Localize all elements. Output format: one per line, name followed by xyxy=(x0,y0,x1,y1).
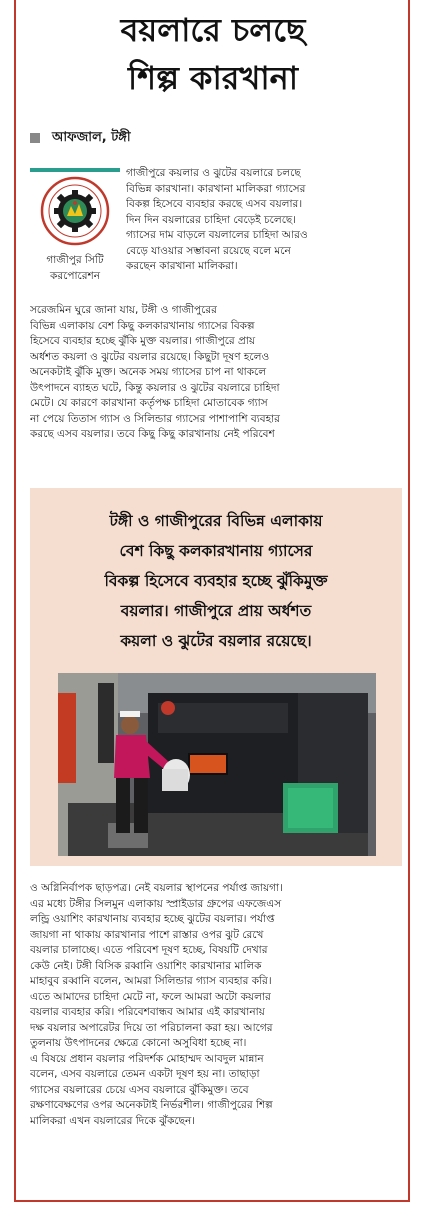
text-line: বিভিন্ন কারখানা। কারখানা মালিকরা গ্যাসের xyxy=(126,182,306,195)
text-line: উৎপাদনে ব্যাহত ঘটে, কিন্তু কয়লার ও ঝুটের বয়লারে চাহিদা xyxy=(30,381,280,394)
text-line: করছেন কারখানা মালিকরা। xyxy=(126,260,238,272)
text-line: দিন দিন বয়লারের চাহিদা বেড়েই চলেছে। xyxy=(126,213,297,226)
text-line: মেটে। যে কারণে কারখানা কর্তৃপক্ষ চাহিদা মোতাবেক গ্যাস xyxy=(30,397,268,409)
text-line: এতে আমাদের চাহিদা মেটে না, ফলে আমরা অটো কয়লার xyxy=(30,990,271,1003)
text-line: তুলনায় উৎপাদনের ক্ষেত্রে কোনো অসুবিধা হচ্ছে না। xyxy=(30,1037,247,1049)
boiler-worker-image xyxy=(58,673,376,856)
gazipur-city-corporation-emblem-icon xyxy=(37,176,113,246)
text-line: মাহাবুব রব্বানি বলেন, আমরা সিলিন্ডার গ্যাস ব্যবহার করি। xyxy=(30,975,272,987)
logo-caption xyxy=(30,252,120,284)
text-line: অনেকটাই ঝুঁকি মুক্ত। অনেক সময় গ্যাসের চাপ না থাকলে xyxy=(30,366,267,378)
text-line: দক্ষ বয়লার অপারেটর দিয়ে তা পরিচালনা করা হয়। আগের xyxy=(30,1021,273,1034)
text-line: কেউ নেই। টঙ্গী বিসিক রব্বানি ওয়াশিং কারখানার মালিক xyxy=(30,959,262,972)
logo-caption-line-1: গাজীপুর সিটি xyxy=(46,254,104,266)
text-line: রক্ষণাবেক্ষণের ওপর অনেকটাই নির্ভরশীল। গাজীপুরের শিল্প xyxy=(30,1099,273,1111)
text-line: ও অগ্নিনির্বাপক ছাড়পত্র। নেই বয়লার স্থাপনের পর্যাপ্ত জায়গা। xyxy=(30,882,283,894)
text-line: বয়লার ব্যবহার করি। পরিবেশবান্ধব আমার এই কারখানায় xyxy=(30,1006,265,1018)
text-line: অর্ধশত কয়লা ও ঝুটের বয়লার রয়েছে। কিছুটা দূষণ হলেও xyxy=(30,350,270,363)
headline-line-2: শিল্প কারখানা xyxy=(127,59,299,97)
text-line: এর মধ্যে টঙ্গীর সিলমুন এলাকায় স্প্রাইডার গ্রুপের এফজেএস xyxy=(30,897,282,910)
pull-quote-text xyxy=(30,506,402,656)
bullet-square-icon xyxy=(30,133,40,143)
text-line: বয়লার চালাচ্ছে। এতে পরিবেশ দূষণ হচ্ছে, বিষয়টি দেখার xyxy=(30,944,268,956)
headline-line-1: বয়লারে চলছে xyxy=(120,11,306,49)
paragraph-continued xyxy=(30,881,406,1129)
logo-caption-line-2: করপোরেশন xyxy=(50,270,100,282)
byline-author: আফজাল, টঙ্গী xyxy=(52,130,131,145)
bottom-border-rule xyxy=(14,1200,410,1202)
text-line: জায়গা না থাকায় কারখানার পাশে রাস্তার ওপর ঝুট রেখে xyxy=(30,928,264,941)
city-corporation-logo xyxy=(30,168,120,286)
pull-quote-line: বয়লার। গাজীপুরে প্রায় অর্ধশত xyxy=(120,602,312,620)
text-line: করছে এসব বয়লার। তবে কিছু কিছু কারখানায় নেই পরিবেশ xyxy=(30,428,275,440)
text-line: বেড়ে যাওয়ার সম্ভাবনা রয়েছে বলে মনে xyxy=(126,244,291,257)
pull-quote-line: টঙ্গী ও গাজীপুরের বিভিন্ন এলাকায় xyxy=(109,512,323,530)
paragraph-second xyxy=(30,303,404,443)
text-line: সরেজমিন ঘুরে জানা যায়, টঙ্গী ও গাজীপুরের xyxy=(30,304,217,316)
text-line: না পেয়ে তিতাস গ্যাস ও সিলিন্ডার গ্যাসের পাশাপাশি ব্যবহার xyxy=(30,412,280,425)
pull-quote-line: বিকল্প হিসেবে ব্যবহার হচ্ছে ঝুঁকিমুক্ত xyxy=(104,572,328,590)
left-border-rule xyxy=(14,0,16,1202)
pull-quote-box xyxy=(30,488,402,866)
text-line: বলেন, এসব বয়লারে তেমন একটা দূষণ হয় না। তাছাড়া xyxy=(30,1068,260,1080)
pull-quote-line: কয়লা ও ঝুটের বয়লার রয়েছে। xyxy=(120,632,312,650)
text-line: গাজীপুরে কয়লার ও ঝুটের বয়লারে চলছে xyxy=(126,167,301,179)
text-line: এ বিষয়ে প্রধান বয়লার পরিদর্শক মোহাম্মদ আবদুল মান্নান xyxy=(30,1052,264,1065)
byline xyxy=(30,128,131,149)
text-line: বিভিন্ন এলাকায় বেশ কিছু কলকারখানায় গ্যাসের বিকল্প xyxy=(30,319,255,332)
pull-quote-line: বেশ কিছু কলকারখানায় গ্যাসের xyxy=(119,542,313,560)
logo-top-rule xyxy=(30,168,120,172)
text-line: লন্ড্রি ওয়াশিং কারখানায় ব্যবহার হচ্ছে ঝুটের বয়লার। পর্যাপ্ত xyxy=(30,913,275,925)
text-line: হিসেবে ব্যবহার হচ্ছে ঝুঁকি মুক্ত বয়লার। গাজীপুরে প্রায় xyxy=(30,335,256,347)
text-line: গ্যাসের দাম বাড়লে বয়লালের চাহিদা আরও xyxy=(126,229,308,241)
text-line: বিকল্প হিসেবে ব্যবহার করছে এসব বয়লার। xyxy=(126,198,303,210)
paragraph-intro xyxy=(126,166,402,275)
boiler-room-photo xyxy=(58,673,376,856)
right-border-rule xyxy=(408,0,410,1202)
text-line: মালিকরা এখন বয়লারের দিকে ঝুঁকছেন। xyxy=(30,1114,196,1127)
text-line: গ্যাসের বয়লারের চেয়ে এসব বয়লারে ঝুঁকিমুক্ত। তবে xyxy=(30,1083,249,1096)
article-headline xyxy=(20,6,406,102)
